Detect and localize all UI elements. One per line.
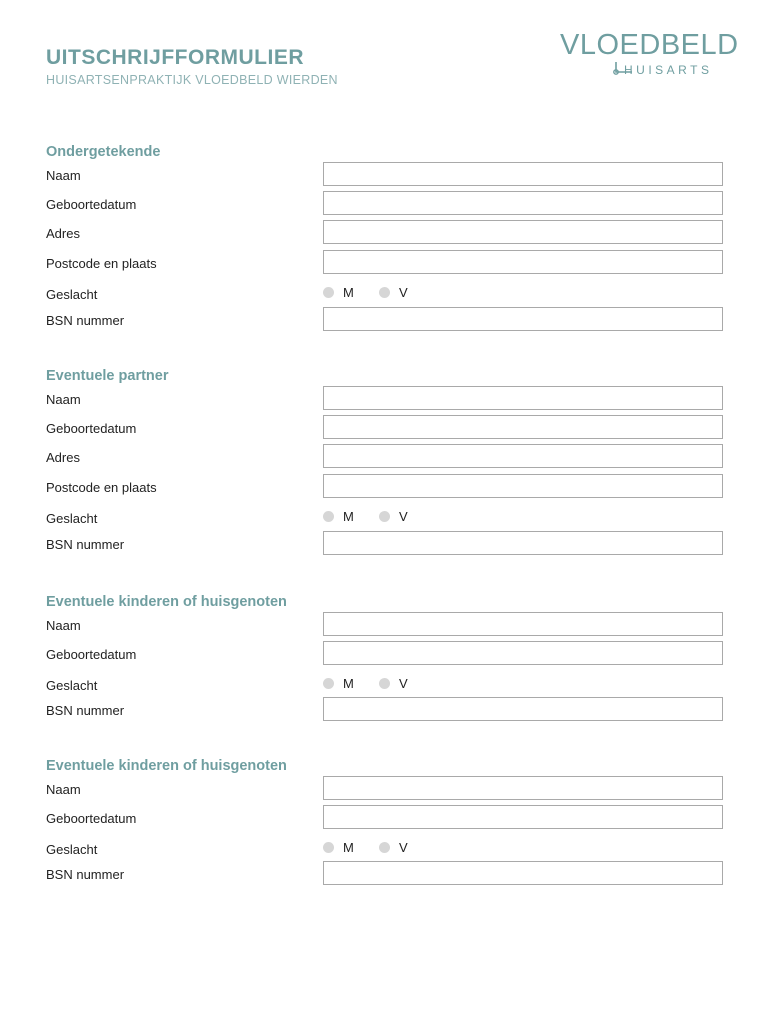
radio-v[interactable] [379, 839, 408, 855]
page-title: UITSCHRIJFFORMULIER [46, 46, 304, 69]
naam-input[interactable] [323, 612, 723, 636]
form-row-geboortedatum [0, 191, 770, 215]
form-row-geslacht [0, 675, 770, 699]
form-row-adres [0, 220, 770, 244]
geslacht-label: Geslacht [46, 842, 98, 857]
radio-v-label: V [399, 675, 408, 691]
adres-label: Adres [46, 226, 80, 241]
bsn-input[interactable] [323, 531, 723, 555]
geslacht-label: Geslacht [46, 678, 98, 693]
radio-circle[interactable] [323, 842, 334, 853]
form-row-geslacht [0, 508, 770, 532]
geslacht-radio-group [323, 508, 523, 528]
form-row-naam [0, 162, 770, 186]
geboortedatum-label: Geboortedatum [46, 197, 137, 212]
radio-m[interactable] [323, 675, 354, 691]
form-row-postcode [0, 250, 770, 274]
bsn-input[interactable] [323, 307, 723, 331]
geboortedatum-label: Geboortedatum [46, 811, 137, 826]
section-title: Eventuele kinderen of huisgenoten [46, 758, 287, 774]
bsn-label: BSN nummer [46, 313, 125, 328]
vloedbeld-logo [560, 28, 740, 82]
postcode-label: Postcode en plaats [46, 256, 157, 271]
radio-v[interactable] [379, 508, 408, 524]
geboortedatum-label: Geboortedatum [46, 421, 137, 436]
bsn-input[interactable] [323, 861, 723, 885]
naam-label: Naam [46, 618, 81, 633]
radio-circle[interactable] [323, 678, 334, 689]
form-row-geboortedatum [0, 641, 770, 665]
postcode-input[interactable] [323, 474, 723, 498]
geboortedatum-input[interactable] [323, 191, 723, 215]
naam-label: Naam [46, 782, 81, 797]
geboortedatum-input[interactable] [323, 641, 723, 665]
geboortedatum-input[interactable] [323, 415, 723, 439]
form-row-bsn [0, 697, 770, 721]
naam-input[interactable] [323, 386, 723, 410]
naam-input[interactable] [323, 776, 723, 800]
form-row-geboortedatum [0, 805, 770, 829]
radio-m[interactable] [323, 508, 354, 524]
radio-circle[interactable] [379, 678, 390, 689]
bsn-label: BSN nummer [46, 537, 125, 552]
radio-v-label: V [399, 508, 408, 524]
bsn-input[interactable] [323, 697, 723, 721]
radio-circle[interactable] [379, 842, 390, 853]
radio-circle[interactable] [323, 511, 334, 522]
form-row-geslacht [0, 284, 770, 308]
naam-label: Naam [46, 168, 81, 183]
form-row-naam [0, 386, 770, 410]
form-row-geslacht [0, 839, 770, 863]
logo-name: VLOEDBELD [560, 29, 739, 61]
geslacht-radio-group [323, 839, 523, 859]
radio-m[interactable] [323, 284, 354, 300]
radio-v-label: V [399, 284, 408, 300]
bsn-label: BSN nummer [46, 867, 125, 882]
bsn-label: BSN nummer [46, 703, 125, 718]
adres-input[interactable] [323, 220, 723, 244]
radio-circle[interactable] [379, 511, 390, 522]
form-row-geboortedatum [0, 415, 770, 439]
naam-input[interactable] [323, 162, 723, 186]
geslacht-radio-group [323, 675, 523, 695]
postcode-label: Postcode en plaats [46, 480, 157, 495]
radio-m-label: M [343, 284, 354, 300]
radio-m-label: M [343, 508, 354, 524]
logo-subtitle: HUISARTS [624, 63, 713, 77]
section-title: Ondergetekende [46, 144, 161, 160]
radio-m-label: M [343, 839, 354, 855]
form-row-postcode [0, 474, 770, 498]
form-row-naam [0, 612, 770, 636]
radio-m[interactable] [323, 839, 354, 855]
adres-label: Adres [46, 450, 80, 465]
radio-v[interactable] [379, 675, 408, 691]
radio-circle[interactable] [379, 287, 390, 298]
postcode-input[interactable] [323, 250, 723, 274]
geslacht-label: Geslacht [46, 511, 98, 526]
adres-input[interactable] [323, 444, 723, 468]
form-row-bsn [0, 861, 770, 885]
form-row-adres [0, 444, 770, 468]
geslacht-radio-group [323, 284, 523, 304]
radio-circle[interactable] [323, 287, 334, 298]
form-row-bsn [0, 307, 770, 331]
radio-v-label: V [399, 839, 408, 855]
radio-m-label: M [343, 675, 354, 691]
radio-v[interactable] [379, 284, 408, 300]
naam-label: Naam [46, 392, 81, 407]
form-row-naam [0, 776, 770, 800]
page-subtitle: HUISARTSENPRAKTIJK VLOEDBELD WIERDEN [46, 73, 338, 87]
geboortedatum-label: Geboortedatum [46, 647, 137, 662]
section-title: Eventuele kinderen of huisgenoten [46, 594, 287, 610]
geslacht-label: Geslacht [46, 287, 98, 302]
section-title: Eventuele partner [46, 368, 169, 384]
geboortedatum-input[interactable] [323, 805, 723, 829]
form-row-bsn [0, 531, 770, 555]
